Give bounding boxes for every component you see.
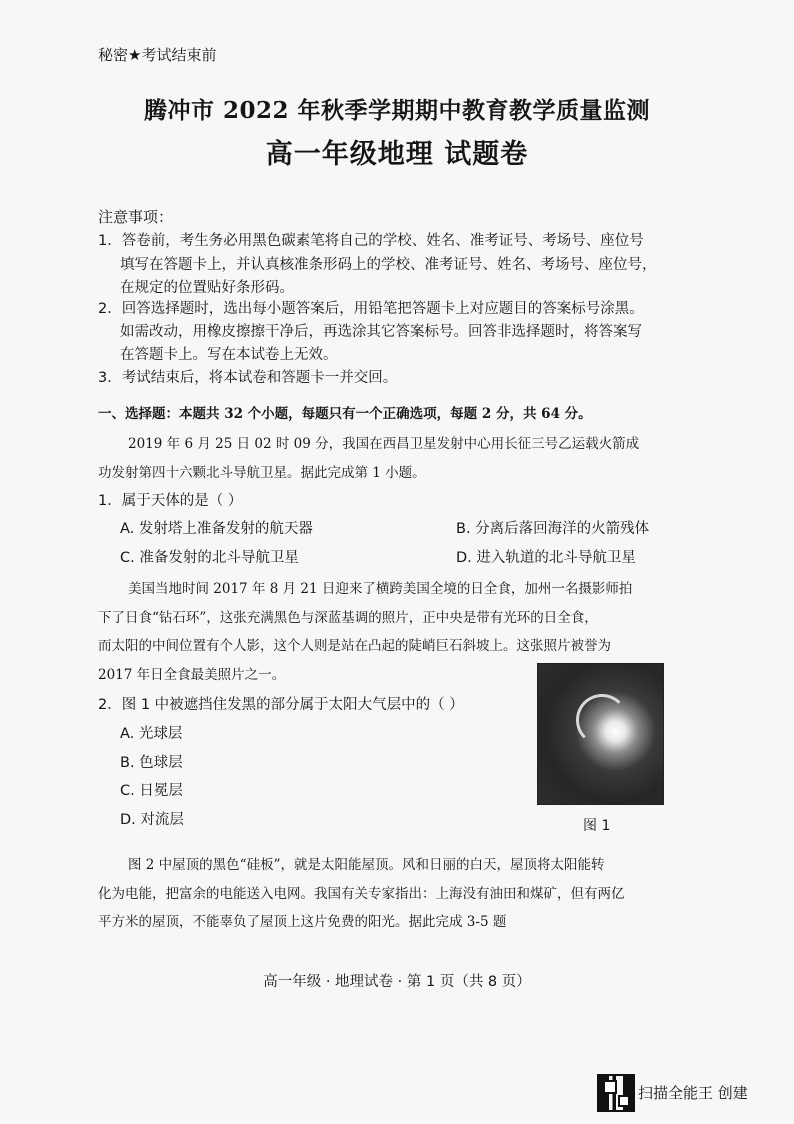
eclipse-photo [537, 663, 664, 805]
note-line: 2．回答选择题时，选出每小题答案后，用铅笔把答题卡上对应题目的答案标号涂黑。 [98, 301, 644, 317]
page-footer: 高一年级 · 地理试卷 · 第 1 页（共 8 页） [263, 974, 531, 990]
note-line: 如需改动，用橡皮擦擦干净后，再选涂其它答案标号。回答非选择题时，将答案写 [120, 324, 642, 340]
q1-option-a: A. 发射塔上准备发射的航天器 [120, 521, 313, 537]
diamond-ring-shape [576, 694, 628, 746]
notes-heading: 注意事项： [98, 208, 174, 226]
q1-option-d: D. 进入轨道的北斗导航卫星 [456, 550, 636, 566]
intro-line: 2017 年日全食最美照片之一。 [98, 667, 286, 683]
q2-option-c: C. 日冕层 [120, 783, 183, 799]
intro-line: 而太阳的中间位置有个人影，这个人则是站在凸起的陡峭巨石斜坡上。这张照片被誉为 [98, 638, 611, 654]
exam-subtitle: 高一年级地理 试题卷 [265, 139, 529, 170]
intro-line: 美国当地时间 2017 年 8 月 21 日迎来了横跨美国全境的日全食，加州一名摄影师拍 [128, 581, 633, 597]
intro-line: 平方米的屋顶，不能辜负了屋顶上这片免费的阳光。据此完成 3-5 题 [98, 914, 507, 930]
intro-line: 图 2 中屋顶的黑色“硅板”，就是太阳能屋顶。风和日丽的白天，屋顶将太阳能转 [128, 857, 605, 873]
intro-line: 下了日食“钻石环”，这张充满黑色与深蓝基调的照片，正中央是带有光环的日全食， [98, 610, 598, 626]
q2-option-b: B. 色球层 [120, 755, 183, 771]
intro-line: 化为电能，把富余的电能送入电网。我国有关专家指出：上海没有油田和煤矿，但有两亿 [98, 886, 625, 902]
question-1-stem: 1．属于天体的是（ ） [98, 493, 243, 509]
scanner-watermark: 扫描全能王 创建 [638, 1084, 748, 1102]
question-2-stem: 2．图 1 中被遮挡住发黑的部分属于太阳大气层中的（ ） [98, 697, 464, 713]
confidential-label: 秘密★考试结束前 [98, 46, 217, 64]
note-line: 在规定的位置贴好条形码。 [120, 280, 294, 296]
q1-option-c: C. 准备发射的北斗导航卫星 [120, 550, 299, 566]
q2-option-a: A. 光球层 [120, 726, 183, 742]
q2-option-d: D. 对流层 [120, 812, 184, 828]
intro-line: 2019 年 6 月 25 日 02 时 09 分，我国在西昌卫星发射中心用长征三号乙运载火箭成 [128, 436, 640, 452]
intro-line: 功发射第四十六颗北斗导航卫星。据此完成第 1 小题。 [98, 465, 426, 481]
note-line: 填写在答题卡上，并认真核准条形码上的学校、准考证号、姓名、考场号、座位号， [120, 257, 657, 273]
qr-code-icon [597, 1074, 635, 1112]
note-line: 3．考试结束后，将本试卷和答题卡一并交回。 [98, 370, 398, 386]
section-heading: 一、选择题：本题共 32 个小题，每题只有一个正确选项，每题 2 分，共 64 分。 [98, 406, 592, 422]
q1-option-b: B. 分离后落回海洋的火箭残体 [456, 521, 650, 537]
exam-title: 腾冲市 2022 年秋季学期期中教育教学质量监测 [143, 97, 651, 124]
note-line: 1．答卷前，考生务必用黑色碳素笔将自己的学校、姓名、准考证号、考场号、座位号 [98, 233, 644, 249]
figure-1-caption: 图 1 [583, 818, 611, 834]
note-line: 在答题卡上。写在本试卷上无效。 [120, 347, 338, 363]
